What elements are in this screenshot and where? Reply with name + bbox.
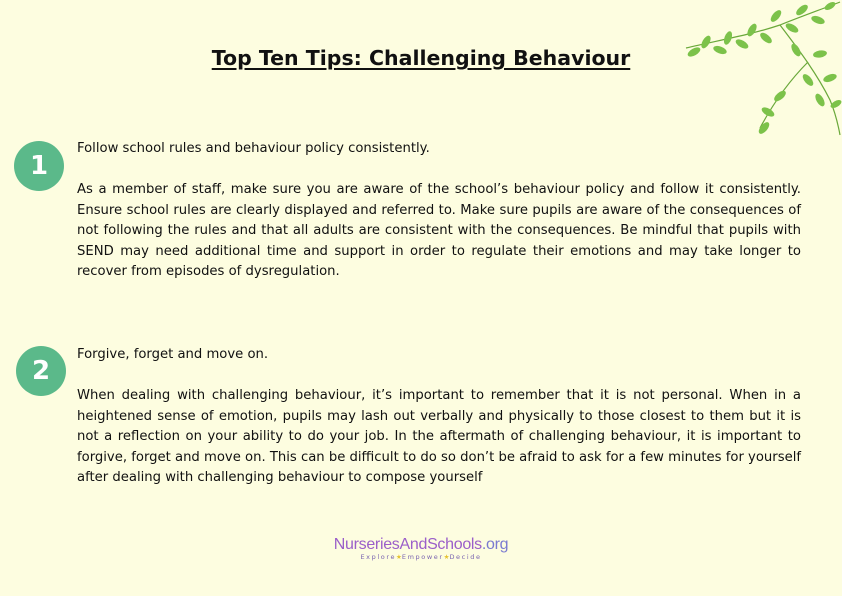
tip-block (77, 139, 801, 283)
tip-block (77, 345, 801, 489)
tagline-word: Empower (401, 553, 444, 561)
star-icon: ★ (396, 553, 402, 561)
tip-heading: Follow school rules and behaviour policy consistently. (77, 141, 430, 156)
tagline-word: Decide (449, 553, 482, 561)
footer-logo (0, 536, 842, 561)
tip-number-badge: 2 (16, 346, 66, 396)
leaf-vine-icon (680, 0, 842, 140)
brand-logo (0, 536, 842, 554)
tagline-word: Explore (360, 553, 397, 561)
page-title: Top Ten Tips: Challenging Behaviour (211, 46, 631, 70)
brand-tagline (0, 553, 842, 561)
brand-tld: .org (481, 536, 509, 553)
star-icon: ★ (443, 553, 450, 561)
tip-body: When dealing with challenging behaviour, it’s important to remember that it is not personal. When in a heightened sense of emotion, pupils may lash out verbally and physically to those closest to them but it is not a reflection on your ability to do your job. In the aftermath of challenging behaviour, it is important to forgive, forget and move on. This can be difficult to do so don’t be afraid to ask for a few minutes for yourself after dealing with challenging behaviour to compose yourself (77, 388, 801, 485)
brand-name: NurseriesAndSchools (333, 536, 482, 553)
tip-body: As a member of staff, make sure you are aware of the school’s behaviour policy and follow it consistently. Ensure school rules are clearly displayed and referred to. Make sure pupils are aware of the consequences of not following the rules and that all adults are consistent with the consequences. Be mindful that pupils with SEND may need additional time and support in order to regulate their emotions and may take longer to recover from episodes of dysregulation. (77, 182, 801, 279)
tip-heading: Forgive, forget and move on. (77, 347, 269, 362)
tip-number-badge: 1 (14, 141, 64, 191)
